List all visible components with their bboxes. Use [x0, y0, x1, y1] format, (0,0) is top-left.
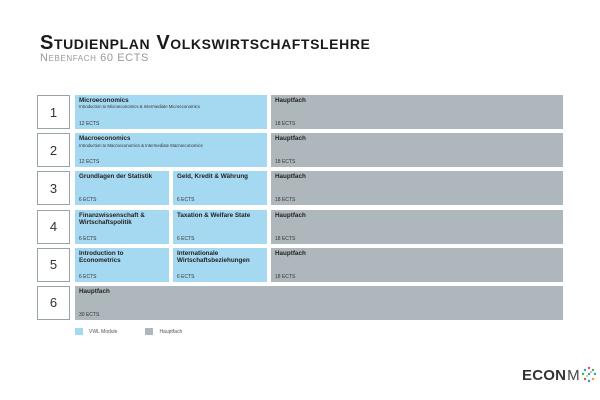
- hauptfach-block: [271, 95, 563, 129]
- module-name: Hauptfach: [275, 135, 306, 143]
- module-finanzwissenschaft: [75, 210, 169, 244]
- module-internationale: [173, 248, 267, 282]
- logo-text: ECON: [522, 366, 567, 384]
- semester-number: 5: [37, 248, 70, 282]
- module-ects: 12 ECTS: [79, 121, 100, 127]
- module-ects: 6 ECTS: [79, 235, 97, 242]
- semester-number: 2: [37, 133, 70, 167]
- legend: [75, 328, 210, 335]
- study-plan-grid: [37, 95, 563, 324]
- semester-row: [37, 95, 563, 129]
- module-name: Microeconomics: [79, 97, 129, 104]
- semester-number: 6: [37, 286, 70, 320]
- module-ects: 18 ECTS: [275, 197, 296, 204]
- module-description: Introduction to Macroeconomics & Intermediate Macroeconomics: [79, 142, 203, 148]
- hauptfach-block: [271, 133, 563, 167]
- legend-label-vwl: VWL Module: [89, 328, 118, 335]
- module-ects: 6 ECTS: [79, 273, 97, 280]
- hauptfach-block: [271, 210, 563, 244]
- page-subtitle: Nebenfach 60 ECTS: [40, 52, 149, 64]
- module-description: Introduction to Microeconomics & Intermediate Microeconomics: [79, 104, 200, 110]
- module-name: Hauptfach: [79, 287, 110, 295]
- module-name: Hauptfach: [275, 211, 306, 219]
- semester-row: [37, 171, 563, 205]
- module-name: Internationale Wirtschaftsbeziehungen: [177, 249, 250, 265]
- module-name: Grundlagen der Statistik: [79, 173, 153, 181]
- semester-row: [37, 286, 563, 320]
- econ-logo: [522, 364, 598, 386]
- module-name: Geld, Kredit & Währung: [177, 173, 249, 181]
- module-ects: 12 ECTS: [79, 159, 100, 166]
- module-name: Taxation & Welfare State: [177, 211, 251, 219]
- semester-row: [37, 133, 563, 167]
- module-macroeconomics: [75, 133, 267, 167]
- logo-suffix: M: [567, 366, 580, 384]
- legend-label-hauptfach: Hauptfach: [159, 328, 183, 335]
- semester-number: 1: [37, 95, 70, 129]
- module-ects: 6 ECTS: [177, 273, 195, 280]
- module-ects: 6 ECTS: [177, 235, 195, 242]
- module-ects: 30 ECTS: [79, 311, 100, 318]
- module-name: Hauptfach: [275, 97, 306, 104]
- legend-swatch-vwl: [75, 328, 83, 335]
- module-ects: 18 ECTS: [275, 121, 296, 127]
- module-statistik: [75, 171, 169, 205]
- semester-row: [37, 248, 563, 282]
- semester-number: 4: [37, 210, 70, 244]
- module-geld-kredit: [173, 171, 267, 205]
- module-name: Finanzwissenschaft & Wirtschaftspolitik: [79, 211, 145, 226]
- module-econometrics: [75, 248, 169, 282]
- hauptfach-block: [75, 286, 563, 320]
- hauptfach-block: [271, 171, 563, 205]
- module-name: Macroeconomics: [79, 135, 131, 143]
- globe-dots-icon: [580, 364, 598, 386]
- legend-swatch-hauptfach: [145, 328, 153, 335]
- semester-row: [37, 210, 563, 244]
- module-microeconomics: [75, 95, 267, 129]
- module-name: Introduction to Econometrics: [79, 249, 124, 265]
- page-title: Studienplan Volkswirtschaftslehre: [40, 32, 371, 54]
- module-ects: 6 ECTS: [177, 197, 195, 204]
- module-ects: 18 ECTS: [275, 273, 296, 280]
- module-taxation: [173, 210, 267, 244]
- module-ects: 18 ECTS: [275, 159, 296, 166]
- hauptfach-block: [271, 248, 563, 282]
- module-name: Hauptfach: [275, 173, 306, 181]
- module-ects: 18 ECTS: [275, 235, 296, 242]
- semester-number: 3: [37, 171, 70, 205]
- module-name: Hauptfach: [275, 249, 306, 257]
- module-ects: 6 ECTS: [79, 197, 97, 204]
